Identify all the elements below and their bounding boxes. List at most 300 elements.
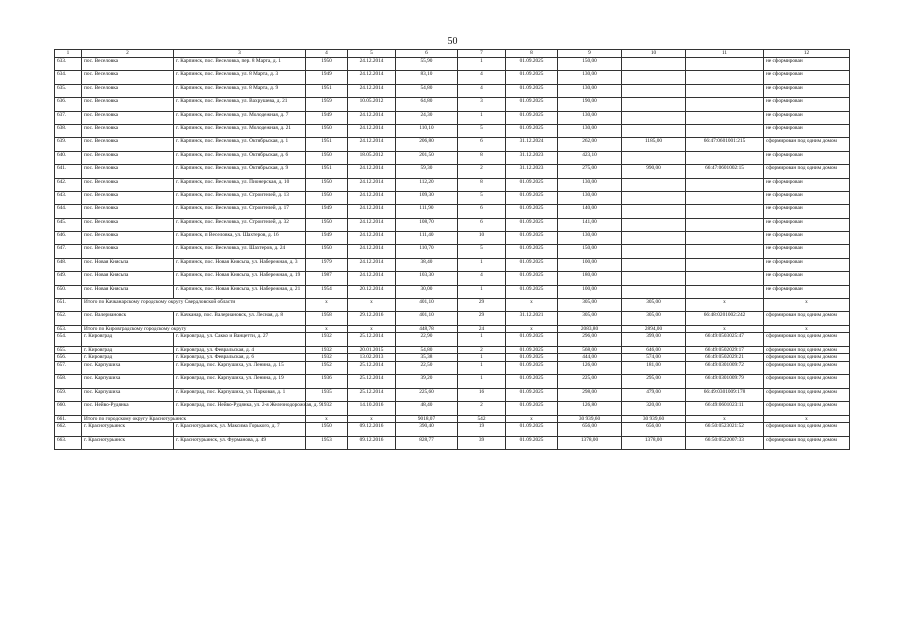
table-cell: 635. (55, 84, 82, 97)
table-cell: 206,80 (396, 138, 458, 151)
table-cell: 639. (55, 138, 82, 151)
table-cell: 262,00 (558, 138, 622, 151)
table-cell: 1950 (306, 124, 348, 137)
table-cell: 10.05.2012 (348, 98, 396, 111)
table-cell: 24.12.2014 (348, 71, 396, 84)
table-cell: 01.09.2025 (506, 285, 558, 298)
table-cell: 141,00 (558, 218, 622, 231)
table-cell: 1950 (306, 191, 348, 204)
table-cell: x (348, 299, 396, 312)
table-cell: 31.12.2023 (506, 165, 558, 178)
column-header: 5 (348, 50, 396, 58)
table-cell: 298,00 (558, 388, 622, 401)
table-cell: г. Качканар, пос. Валериановск, ул. Лесная, д. 8 (174, 312, 306, 325)
table-cell: пос. Веселовка (82, 178, 174, 191)
table-cell: 31.12.2023 (506, 151, 558, 164)
table-cell: 1950 (306, 245, 348, 258)
table-body (55, 58, 850, 450)
table-cell: 24,30 (396, 111, 458, 124)
table-cell: 1936 (306, 375, 348, 388)
table-cell: 1958 (306, 312, 348, 325)
table-cell: не сформирован (764, 285, 850, 298)
table-row (55, 111, 850, 124)
table-cell: x (764, 325, 850, 333)
table-cell: г. Карпинск, пос. Веселовка, ул. Шахтеров, д. 24 (174, 245, 306, 258)
table-cell (686, 178, 764, 191)
table-cell (686, 58, 764, 71)
table-row (55, 375, 850, 388)
table-cell: 828,77 (396, 436, 458, 449)
table-cell: 39 (458, 436, 506, 449)
table-row (55, 346, 850, 354)
table-cell (686, 218, 764, 231)
table-cell: 66:49:0601023:11 (686, 402, 764, 415)
table-cell (622, 178, 686, 191)
table-cell: сформирован под одним домом (764, 333, 850, 346)
table-cell: 1 (458, 258, 506, 271)
table-cell: 1951 (306, 84, 348, 97)
table-cell: 659. (55, 388, 82, 401)
table-cell: 66:50:0522007:33 (686, 436, 764, 449)
table-cell: 54,80 (396, 84, 458, 97)
table-cell: не сформирован (764, 191, 850, 204)
table-cell: 638. (55, 124, 82, 137)
table-cell: 01.09.2025 (506, 111, 558, 124)
column-header: 10 (622, 50, 686, 58)
table-cell: 4 (458, 71, 506, 84)
table-cell: 1 (458, 58, 506, 71)
table-cell (686, 71, 764, 84)
table-cell: 1949 (306, 111, 348, 124)
table-cell: 9018,07 (396, 415, 458, 423)
table-cell: x (506, 299, 558, 312)
table-cell: 66:47:0601001:215 (686, 138, 764, 151)
table-cell: x (506, 415, 558, 423)
table-cell: 190,00 (558, 98, 622, 111)
table-row (55, 151, 850, 164)
table-cell: 130,00 (558, 71, 622, 84)
table-cell: 24.12.2014 (348, 58, 396, 71)
table-cell: не сформирован (764, 205, 850, 218)
table-cell: x (764, 415, 850, 423)
table-cell: 296,00 (558, 333, 622, 346)
table-cell (622, 272, 686, 285)
column-header: 8 (506, 50, 558, 58)
table-cell: 01.09.2025 (506, 205, 558, 218)
table-cell: пос. Новая Княсьпа (82, 285, 174, 298)
table-cell: 181,00 (622, 361, 686, 374)
table-cell: 130,00 (558, 124, 622, 137)
table-cell: не сформирован (764, 232, 850, 245)
table-cell: 448,78 (396, 325, 458, 333)
table-cell: г. Кировград, пос. Карпушиха, ул. Ленина, д. 15 (174, 361, 306, 374)
table-cell: 109,30 (396, 191, 458, 204)
table-cell: 24.12.2014 (348, 232, 396, 245)
table-cell: сформирован под одним домом (764, 375, 850, 388)
table-cell: 1950 (306, 58, 348, 71)
table-cell: 390,40 (396, 423, 458, 436)
table-cell: сформирован под одним домом (764, 436, 850, 449)
table-cell: 6 (458, 218, 506, 231)
table-cell: г. Карпинск, пос. Веселовка, ул. Молодежная, д. 21 (174, 124, 306, 137)
table-cell: 108,70 (396, 218, 458, 231)
table-cell: 29 (458, 299, 506, 312)
table-cell: 646. (55, 232, 82, 245)
table-cell: 31.12.2024 (506, 138, 558, 151)
table-cell: 24.12.2014 (348, 84, 396, 97)
table-row (55, 436, 850, 449)
table-cell: 662. (55, 423, 82, 436)
table-cell (686, 124, 764, 137)
table-cell (622, 111, 686, 124)
table-cell: г. Карпинск, пос. Новая Княсьпа, ул. Набережная, д. 3 (174, 258, 306, 271)
table-cell: не сформирован (764, 124, 850, 137)
table-cell (622, 151, 686, 164)
table-cell: 111,40 (396, 232, 458, 245)
table-cell: сформирован под одним домом (764, 354, 850, 362)
page-number: 50 (447, 36, 458, 47)
column-header: 9 (558, 50, 622, 58)
table-cell: 1932 (306, 402, 348, 415)
table-cell: пос. Веселовка (82, 138, 174, 151)
table-cell: 01.09.2025 (506, 346, 558, 354)
table-cell: 305,00 (622, 312, 686, 325)
table-cell: 399,00 (622, 333, 686, 346)
table-cell: 22,90 (396, 333, 458, 346)
table-cell: 24.12.2014 (348, 245, 396, 258)
table-cell: 20.12.2014 (348, 285, 396, 298)
table-cell (686, 191, 764, 204)
table-cell: 66:49:0301009:178 (686, 388, 764, 401)
table-cell: пос. Веселовка (82, 84, 174, 97)
table-cell: 25.12.2014 (348, 333, 396, 346)
table-cell: 643. (55, 191, 82, 204)
table-cell: г. Карпинск, пос. Веселовка, ул. Октябрьская, д. 6 (174, 151, 306, 164)
table-cell: 110,10 (396, 124, 458, 137)
table-cell: 01.09.2025 (506, 232, 558, 245)
table-cell: 1932 (306, 333, 348, 346)
table-cell: 01.09.2025 (506, 361, 558, 374)
table-cell (622, 58, 686, 71)
table-cell: 652. (55, 312, 82, 325)
table-cell: сформирован под одним домом (764, 388, 850, 401)
table-cell: 479,00 (622, 388, 686, 401)
table-cell: г. Карпинск, пос. Веселовка, ул. 8 Марта, д. 3 (174, 71, 306, 84)
table-cell: не сформирован (764, 245, 850, 258)
column-header: 12 (764, 50, 850, 58)
table-cell: 275,00 (558, 165, 622, 178)
table-cell: 09.12.2016 (348, 423, 396, 436)
table-cell: 01.09.2025 (506, 84, 558, 97)
table-row (55, 361, 850, 374)
table-cell: 658. (55, 375, 82, 388)
table-cell: x (764, 299, 850, 312)
table-cell: 1949 (306, 232, 348, 245)
table-cell: сформирован под одним домом (764, 402, 850, 415)
table-cell: 25.12.2014 (348, 388, 396, 401)
table-cell: 655. (55, 346, 82, 354)
table-cell: 1979 (306, 258, 348, 271)
table-cell: x (686, 325, 764, 333)
table-cell: 646,00 (622, 346, 686, 354)
table-cell: 1 (458, 333, 506, 346)
table-cell (686, 245, 764, 258)
table-cell: 401,10 (396, 312, 458, 325)
table-cell: г. Карпинск, пос. Новая Княсьпа, ул. Набережная, д. 21 (174, 285, 306, 298)
table-cell: 1 (458, 111, 506, 124)
table-cell: 201,50 (396, 151, 458, 164)
total-label: Итого по Кировградскому городскому округу (82, 325, 306, 333)
table-cell: 01.09.2025 (506, 354, 558, 362)
table-cell: г. Кировград, ул. Февральская, д. 4 (174, 346, 306, 354)
table-cell: 24.12.2014 (348, 165, 396, 178)
table-cell: 24.12.2014 (348, 178, 396, 191)
table-cell: г. Кировград, пос. Карпушиха, ул. Парковая, д. 1 (174, 388, 306, 401)
table-cell: не сформирован (764, 58, 850, 71)
table-row (55, 258, 850, 271)
table-cell: 660. (55, 402, 82, 415)
table-cell: 01.09.2025 (506, 402, 558, 415)
table-cell: 31.12.2021 (506, 312, 558, 325)
table-cell (622, 285, 686, 298)
table-cell: г. Карпинск, пос. Веселовка, ул. Строителей, д. 13 (174, 191, 306, 204)
table-cell: 1 (458, 354, 506, 362)
table-cell (686, 232, 764, 245)
table-cell: пос. Веселовка (82, 58, 174, 71)
table-cell: x (506, 325, 558, 333)
table-cell: г. Карпинск, пос. Новая Княсьпа, ул. Набережная, д. 19 (174, 272, 306, 285)
table-cell (622, 191, 686, 204)
table-cell: 01.09.2025 (506, 333, 558, 346)
table-cell: 305,00 (622, 299, 686, 312)
table-row (55, 58, 850, 71)
table-cell: не сформирован (764, 84, 850, 97)
table-cell: x (348, 415, 396, 423)
table-cell: 01.09.2025 (506, 258, 558, 271)
table-cell: 126,00 (558, 361, 622, 374)
table-cell: 20.01.2015 (348, 346, 396, 354)
table-cell: 2 (458, 346, 506, 354)
table-cell: 66:49:0301009:72 (686, 361, 764, 374)
table-cell: 24.12.2014 (348, 111, 396, 124)
table-cell: 10 (458, 232, 506, 245)
total-row (55, 415, 850, 423)
table-row (55, 423, 850, 436)
table-cell: 648. (55, 258, 82, 271)
table-cell: не сформирован (764, 258, 850, 271)
table-cell: 6 (458, 138, 506, 151)
table-cell: 24.12.2014 (348, 272, 396, 285)
table-cell: 644. (55, 205, 82, 218)
table-cell (622, 124, 686, 137)
table-cell (686, 98, 764, 111)
table-cell: x (686, 415, 764, 423)
table-cell: 637. (55, 111, 82, 124)
table-row (55, 272, 850, 285)
table-cell: 100,00 (558, 285, 622, 298)
table-row (55, 312, 850, 325)
table-cell: 990,00 (622, 165, 686, 178)
table-cell: 656. (55, 354, 82, 362)
table-cell: пос. Карпушиха (82, 375, 174, 388)
table-cell: 656,00 (558, 423, 622, 436)
table-cell: сформирован под одним домом (764, 361, 850, 374)
table-cell: не сформирован (764, 272, 850, 285)
table-cell: 66:49:0502029:21 (686, 354, 764, 362)
table-cell: 24 (458, 325, 506, 333)
table-cell: пос. Веселовка (82, 111, 174, 124)
table-cell: 653. (55, 325, 82, 333)
table-row (55, 84, 850, 97)
table-cell: сформирован под одним домом (764, 165, 850, 178)
table-cell: 29.12.2016 (348, 312, 396, 325)
table-cell: 663. (55, 436, 82, 449)
table-cell: 1949 (306, 205, 348, 218)
table-cell: 16 (458, 388, 506, 401)
table-cell (622, 245, 686, 258)
table-cell: 320,00 (622, 402, 686, 415)
total-row (55, 299, 850, 312)
table-cell: 29 (458, 312, 506, 325)
table-cell: пос. Веселовка (82, 165, 174, 178)
table-cell: x (306, 299, 348, 312)
table-cell: пос. Веселовка (82, 218, 174, 231)
table-cell: 423,10 (558, 151, 622, 164)
table-cell: сформирован под одним домом (764, 138, 850, 151)
table-cell: 542 (458, 415, 506, 423)
table-cell: г. Кировград, пос. Карпушиха, ул. Ленина, д. 19 (174, 375, 306, 388)
table-cell: сформирован под одним домом (764, 346, 850, 354)
table-cell: 103,30 (396, 272, 458, 285)
table-cell: 24.12.2014 (348, 124, 396, 137)
table-cell (622, 205, 686, 218)
table-cell: 305,00 (558, 299, 622, 312)
table-cell: г. Кировград (82, 333, 174, 346)
table-cell: 1953 (306, 436, 348, 449)
table-row (55, 354, 850, 362)
table-cell: г. Кировград, ул. Февральская, д. 6 (174, 354, 306, 362)
table-cell: 130,00 (558, 232, 622, 245)
table-cell: 8 (458, 178, 506, 191)
table-cell: 01.09.2025 (506, 218, 558, 231)
total-label: Итого по Качканарскому городскому округу Свердловской области (82, 299, 306, 312)
column-header: 4 (306, 50, 348, 58)
table-cell: 642. (55, 178, 82, 191)
table-cell (622, 232, 686, 245)
table-cell: 24.12.2014 (348, 218, 396, 231)
table-cell: 30,00 (396, 285, 458, 298)
table-cell: 645. (55, 218, 82, 231)
table-cell: 225,60 (396, 388, 458, 401)
table-cell: 18.05.2012 (348, 151, 396, 164)
table-cell: 636. (55, 98, 82, 111)
table-cell: г. Краснотурьинск, ул. Фурманова, д. 49 (174, 436, 306, 449)
table-cell (686, 111, 764, 124)
table-cell: 1949 (306, 71, 348, 84)
table-cell: 568,00 (558, 346, 622, 354)
table-cell: г. Карпинск, пос. Веселовка, ул. Октябрьская, д. 9 (174, 165, 306, 178)
table-cell: 24.12.2014 (348, 258, 396, 271)
table-cell: сформирован под одним домом (764, 312, 850, 325)
table-cell: 1959 (306, 98, 348, 111)
table-cell: пос. Новая Княсьпа (82, 272, 174, 285)
table-cell: 01.09.2025 (506, 245, 558, 258)
table-cell: пос. Веселовка (82, 124, 174, 137)
table-row (55, 388, 850, 401)
column-header: 11 (686, 50, 764, 58)
table-cell: 83,10 (396, 71, 458, 84)
table-cell: 64,80 (396, 98, 458, 111)
table-cell: 25.12.2014 (348, 361, 396, 374)
table-cell: г. Краснотурьинск (82, 423, 174, 436)
table-cell: 38,40 (396, 258, 458, 271)
table-cell: 130,00 (558, 178, 622, 191)
table-cell: 1951 (306, 138, 348, 151)
table-cell: не сформирован (764, 71, 850, 84)
table-cell: пос. Веселовка (82, 245, 174, 258)
table-cell: 24.12.2014 (348, 191, 396, 204)
table-cell: x (348, 325, 396, 333)
table-cell: 647. (55, 245, 82, 258)
housing-register-table (54, 49, 850, 450)
table-cell: пос. Новая Княсьпа (82, 258, 174, 271)
table-row (55, 98, 850, 111)
table-cell: 30 939,60 (558, 415, 622, 423)
table-cell: 01.09.2025 (506, 436, 558, 449)
table-cell: 22,50 (396, 361, 458, 374)
table-cell: не сформирован (764, 111, 850, 124)
table-cell: 01.09.2025 (506, 98, 558, 111)
table-cell: 1 (458, 285, 506, 298)
column-header: 2 (82, 50, 174, 58)
table-cell: 66:50:0523021:52 (686, 423, 764, 436)
table-cell: г. Краснотурьинск (82, 436, 174, 449)
table-cell: 1952 (306, 361, 348, 374)
table-cell: 1932 (306, 346, 348, 354)
column-header: 7 (458, 50, 506, 58)
table-cell: 1950 (306, 218, 348, 231)
table-cell: сформирован под одним домом (764, 423, 850, 436)
table-cell: 2 (458, 165, 506, 178)
table-cell: 3 (458, 98, 506, 111)
table-row (55, 285, 850, 298)
table-cell: пос. Веселовка (82, 191, 174, 204)
table-cell: 2894,00 (622, 325, 686, 333)
table-cell: 14.10.2016 (348, 402, 396, 415)
table-cell: 25.12.2014 (348, 375, 396, 388)
table-cell: 2 (458, 402, 506, 415)
table-cell: 1932 (306, 354, 348, 362)
total-label: Итого по городскому округу Краснотурьинск (82, 415, 306, 423)
table-cell: x (306, 325, 348, 333)
table-cell (686, 205, 764, 218)
table-cell: 401,10 (396, 299, 458, 312)
table-cell: 1950 (306, 178, 348, 191)
table-cell: 01.09.2025 (506, 191, 558, 204)
table-cell: 1987 (306, 272, 348, 285)
table-cell: 66:48:0201002:242 (686, 312, 764, 325)
table-cell: 6 (458, 205, 506, 218)
table-cell: 126,80 (558, 402, 622, 415)
table-cell: 130,00 (558, 191, 622, 204)
table-cell: 4 (458, 84, 506, 97)
table-cell: 1378,00 (622, 436, 686, 449)
table-cell: г. Краснотурьинск, ул. Максима Горького, д. 7 (174, 423, 306, 436)
table-cell: не сформирован (764, 151, 850, 164)
table-cell: 150,00 (558, 58, 622, 71)
table-cell: 661. (55, 415, 82, 423)
table-cell (686, 151, 764, 164)
